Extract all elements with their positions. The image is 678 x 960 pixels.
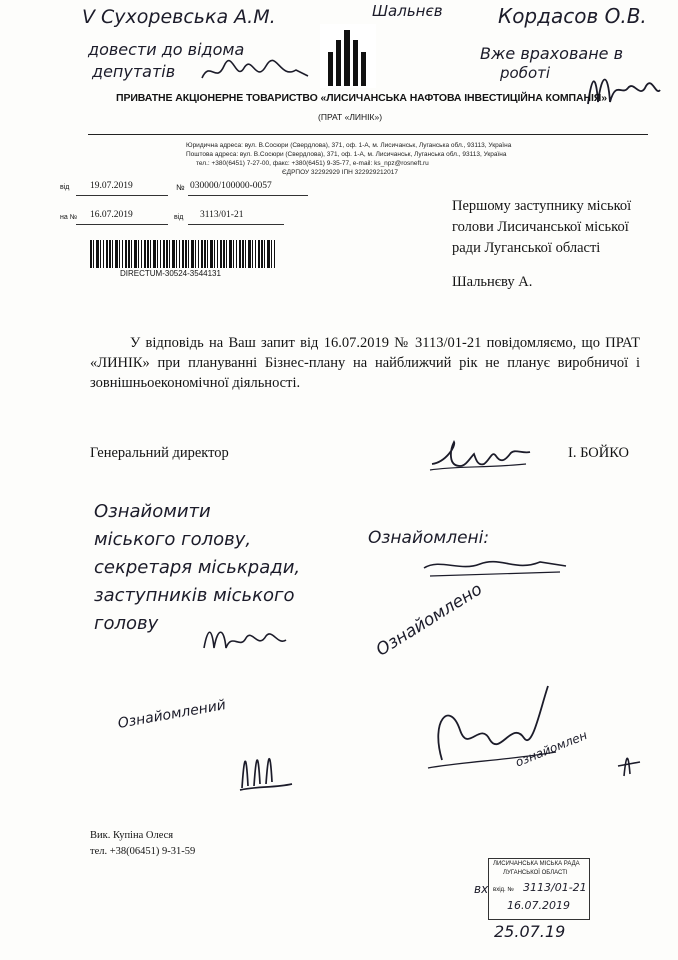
postal-address: Поштова адреса: вул. В.Сосюри (Свердлова), 371, оф. 1-А, м. Лисичанськ, Луганська обл., 93113, Україна	[186, 151, 507, 158]
number-label: №	[176, 183, 185, 192]
resolution-mid-left	[94, 498, 300, 638]
ack-heading: Ознайомлені:	[368, 528, 490, 548]
reply-to-label: на №	[60, 214, 78, 221]
reply-to-from-label: від	[174, 214, 184, 221]
signatory-position: Генеральний директор	[90, 445, 229, 461]
handwritten-signature-ack-1	[234, 738, 294, 794]
stamp-in-label: вхід. №	[493, 887, 514, 893]
resolution-mid-line-1: Ознайомити	[94, 501, 211, 522]
resolution-top-left-name: V Сухоревська А.М.	[82, 6, 276, 28]
handwritten-signature-mid-left	[200, 622, 290, 656]
resolution-top-right-name-b: Кордасов О.В.	[498, 4, 647, 28]
barcode-text: DIRECTUM-30524-3544131	[120, 269, 221, 278]
codes-line: ЄДРПОУ 32292929 ІПН 322929212017	[282, 169, 399, 176]
from-date-label: від	[60, 184, 70, 191]
reply-to-number-value: 3113/01-21	[200, 210, 244, 220]
reply-to-date-field	[76, 210, 168, 225]
company-logo-icon	[318, 22, 378, 92]
addressee-line-1: Першому заступнику міської	[452, 198, 632, 214]
registration-stamp	[488, 858, 590, 920]
barcode	[90, 240, 276, 268]
resolution-mid-line-5: голову	[94, 613, 159, 634]
from-date-value: 19.07.2019	[90, 181, 133, 191]
handwritten-scribble-top-left	[200, 58, 310, 86]
handwritten-signature-top-right	[582, 66, 662, 114]
executor-phone: тел. +38(06451) 9-31-59	[90, 846, 196, 857]
from-date-field	[76, 181, 168, 196]
body-paragraph: У відповідь на Ваш запит від 16.07.2019 № 3113/01-21 повідомляємо, що ПРАТ «ЛИНІК» при плануванні Бізнес-плану на найближчий рік не планує виробничої і зовнішньоекономічної діяльності.	[90, 335, 640, 391]
addressee-line-3: ради Луганської області	[452, 240, 601, 256]
letterhead-divider	[88, 134, 648, 135]
handwritten-scribble-mid-right	[420, 554, 570, 584]
resolution-top-left-note-2: депутатів	[92, 62, 176, 81]
contacts-line: тел.: +380(6451) 7-27-00, факс: +380(6451) 9-35-77, e-mail: ks_npz@rosneft.ru	[196, 160, 429, 167]
number-value: 030000/100000-0057	[190, 181, 272, 191]
addressee-name: Шальнєву А.	[452, 274, 533, 290]
executor-name: Вик. Купіна Олеся	[90, 830, 174, 841]
resolution-mid-line-4: заступників міського	[94, 585, 295, 606]
company-full-name: ПРИВАТНЕ АКЦІОНЕРНЕ ТОВАРИСТВО «ЛИСИЧАНСЬКА НАФТОВА ІНВЕСТИЦІЙНА КОМПАНІЯ»	[116, 92, 607, 104]
stamp-line-1: ЛИСИЧАНСЬКА МІСЬКА РАДА	[493, 861, 580, 867]
stamp-date: 16.07.2019	[507, 899, 570, 912]
signatory-name: І. БОЙКО	[568, 445, 630, 461]
resolution-top-right-note-1: Вже враховане в	[480, 44, 624, 63]
company-short-name: (ПРАТ «ЛИНІК»)	[318, 112, 383, 122]
reply-to-date-value: 16.07.2019	[90, 210, 133, 220]
resolution-top-right-name-a: Шальнєв	[372, 2, 443, 20]
ack-3: ознайомлен	[513, 728, 590, 770]
ack-1: Ознайомлений	[116, 697, 228, 732]
resolution-mid-line-2: міського голову,	[94, 529, 252, 550]
ack-2: Ознайомлено	[372, 579, 486, 661]
addressee-block	[452, 196, 631, 259]
legal-address: Юридична адреса: вул. В.Сосюри (Свердлова), 371, оф. 1-А, м. Лисичанськ, Луганська обл., 93113, Україна	[186, 142, 512, 149]
stamp-handwritten-date: 25.07.19	[494, 922, 566, 941]
addressee-line-2: голови Лисичанської міської	[452, 219, 629, 235]
resolution-mid-line-3: секретаря міськради,	[94, 557, 301, 578]
resolution-top-left-note-1: довести до відома	[88, 40, 245, 59]
number-field	[188, 181, 308, 196]
stamp-in-number: 3113/01-21	[523, 881, 587, 894]
resolution-top-right-note-2: роботі	[500, 64, 551, 82]
director-signature	[426, 436, 536, 480]
reply-to-number-field	[188, 210, 284, 225]
handwritten-signature-ack-3	[614, 744, 644, 780]
stamp-handwritten-prefix: вх	[474, 882, 489, 896]
stamp-line-2: ЛУГАНСЬКОЇ ОБЛАСТІ	[503, 870, 568, 876]
